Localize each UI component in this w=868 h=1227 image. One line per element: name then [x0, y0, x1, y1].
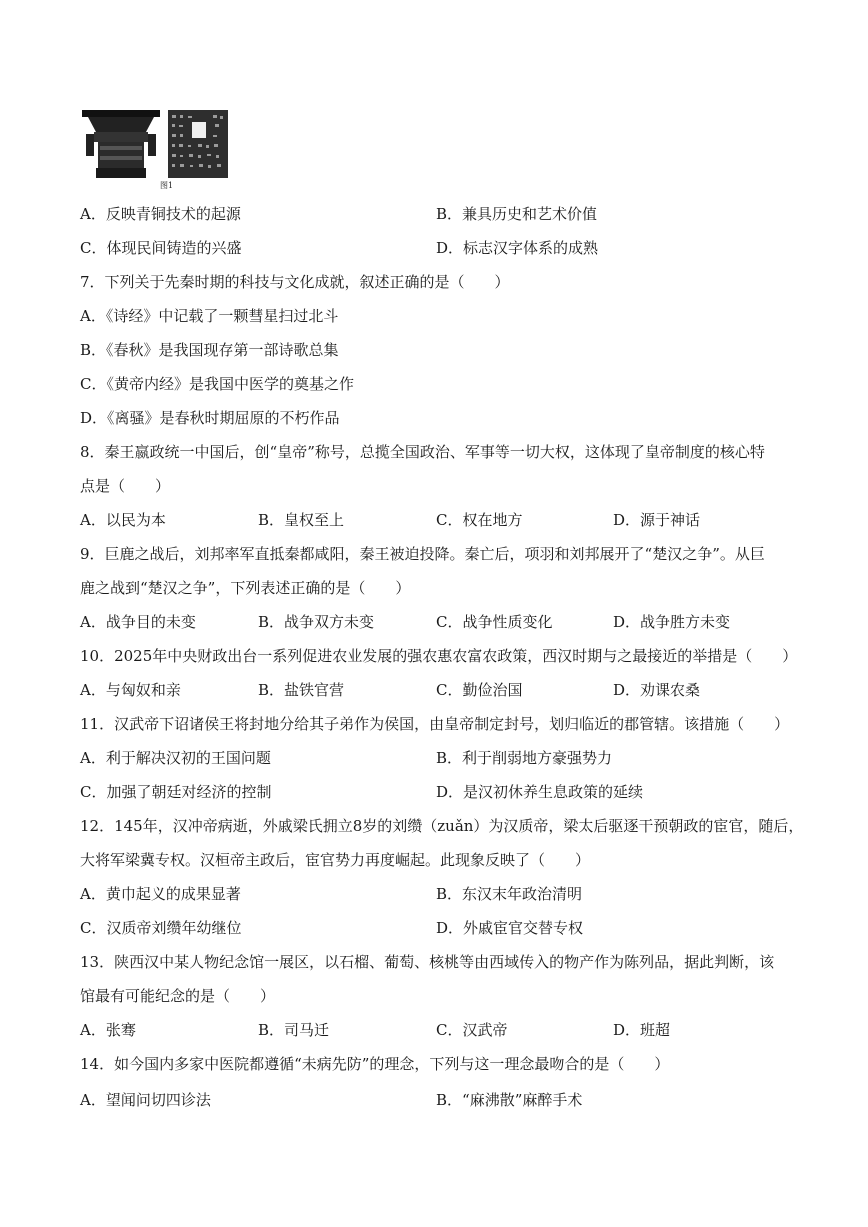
q7-option-b: B．《春秋》是我国现存第一部诗歌总集: [80, 341, 339, 359]
q9-option-a: A．战争目的未变: [80, 613, 196, 631]
q13-stem-line2: 馆最有可能纪念的是（ ）: [80, 987, 276, 1005]
q11-option-c: C．加强了朝廷对经济的控制: [80, 783, 272, 801]
q9-stem-line2: 鹿之战到“楚汉之争”，下列表述正确的是（ ）: [80, 579, 411, 597]
q7-option-d: D．《离骚》是春秋时期屈原的不朽作品: [80, 409, 340, 427]
q8-stem-line1: 8．秦王嬴政统一中国后，创“皇帝”称号，总揽全国政治、军事等一切大权，这体现了皇帝制度的核心特: [80, 443, 765, 461]
q10-stem: 10．2025年中央财政出台一系列促进农业发展的强农惠农富农政策，西汉时期与之最接近的举措是（ ）: [80, 647, 798, 665]
q8-option-a: A．以民为本: [80, 511, 166, 529]
q13-option-d: D．班超: [613, 1021, 671, 1039]
q8-option-c: C．权在地方: [436, 511, 523, 529]
q9-option-b: B．战争双方未变: [258, 613, 375, 631]
q9-option-c: C．战争性质变化: [436, 613, 553, 631]
q12-option-c: C．汉质帝刘缵年幼继位: [80, 919, 242, 937]
q9-stem-line1: 9．巨鹿之战后，刘邦率军直抵秦都咸阳，秦王被迫投降。秦亡后，项羽和刘邦展开了“楚汉之争”。从巨: [80, 545, 765, 563]
q11-stem: 11．汉武帝下诏诸侯王将封地分给其子弟作为侯国，由皇帝制定封号，划归临近的郡管辖。该措施（ ）: [80, 715, 790, 733]
q12-option-d: D．外戚宦官交替专权: [436, 919, 584, 937]
q8-option-b: B．皇权至上: [258, 511, 345, 529]
q6-option-b: B．兼具历史和艺术价值: [436, 205, 598, 223]
q6-option-a: A．反映青铜技术的起源: [80, 205, 241, 223]
figure-caption: 图1: [160, 181, 174, 190]
q7-option-c: C．《黄帝内经》是我国中医学的奠基之作: [80, 375, 354, 393]
q10-option-b: B．盐铁官营: [258, 681, 345, 699]
q12-stem-line2: 大将军梁冀专权。汉桓帝主政后，宦官势力再度崛起。此现象反映了（ ）: [80, 851, 591, 869]
q10-option-a: A．与匈奴和亲: [80, 681, 181, 699]
q14-option-b: B．“麻沸散”麻醉手术: [436, 1091, 583, 1109]
q10-option-c: C．勤俭治国: [436, 681, 523, 699]
q13-option-a: A．张骞: [80, 1021, 136, 1039]
q8-option-d: D．源于神话: [613, 511, 701, 529]
q7-option-a: A．《诗经》中记载了一颗彗星扫过北斗: [80, 307, 339, 325]
q7-stem: 7．下列关于先秦时期的科技与文化成就，叙述正确的是（ ）: [80, 273, 510, 291]
q13-option-b: B．司马迁: [258, 1021, 330, 1039]
q9-option-d: D．战争胜方未变: [613, 613, 731, 631]
q14-option-a: A．望闻问切四诊法: [80, 1091, 211, 1109]
q10-option-d: D．劝课农桑: [613, 681, 701, 699]
q6-option-c: C．体现民间铸造的兴盛: [80, 239, 242, 257]
q12-stem-line1: 12．145年，汉冲帝病逝，外戚梁氏拥立8岁的刘缵（zuǎn）为汉质帝，梁太后驱逐干预朝政的宦官，随后，: [80, 817, 804, 835]
q14-stem: 14．如今国内多家中医院都遵循“未病先防”的理念，下列与这一理念最吻合的是（ ）: [80, 1055, 670, 1073]
q12-option-b: B．东汉末年政治清明: [436, 885, 583, 903]
q13-stem-line1: 13．陕西汉中某人物纪念馆一展区，以石榴、葡萄、核桃等由西域传入的物产作为陈列品，据此判断，该: [80, 953, 775, 971]
q13-option-c: C．汉武帝: [436, 1021, 508, 1039]
inscription-rubbing-image: [168, 110, 228, 178]
q12-option-a: A．黄巾起义的成果显著: [80, 885, 241, 903]
q8-stem-line2: 点是（ ）: [80, 477, 171, 495]
bronze-vessel-image: [80, 110, 162, 180]
q6-option-d: D．标志汉字体系的成熟: [436, 239, 599, 257]
bronze-figure: [80, 110, 220, 192]
q11-option-a: A．利于解决汉初的王国问题: [80, 749, 271, 767]
q11-option-d: D．是汉初休养生息政策的延续: [436, 783, 644, 801]
q11-option-b: B．利于削弱地方豪强势力: [436, 749, 613, 767]
